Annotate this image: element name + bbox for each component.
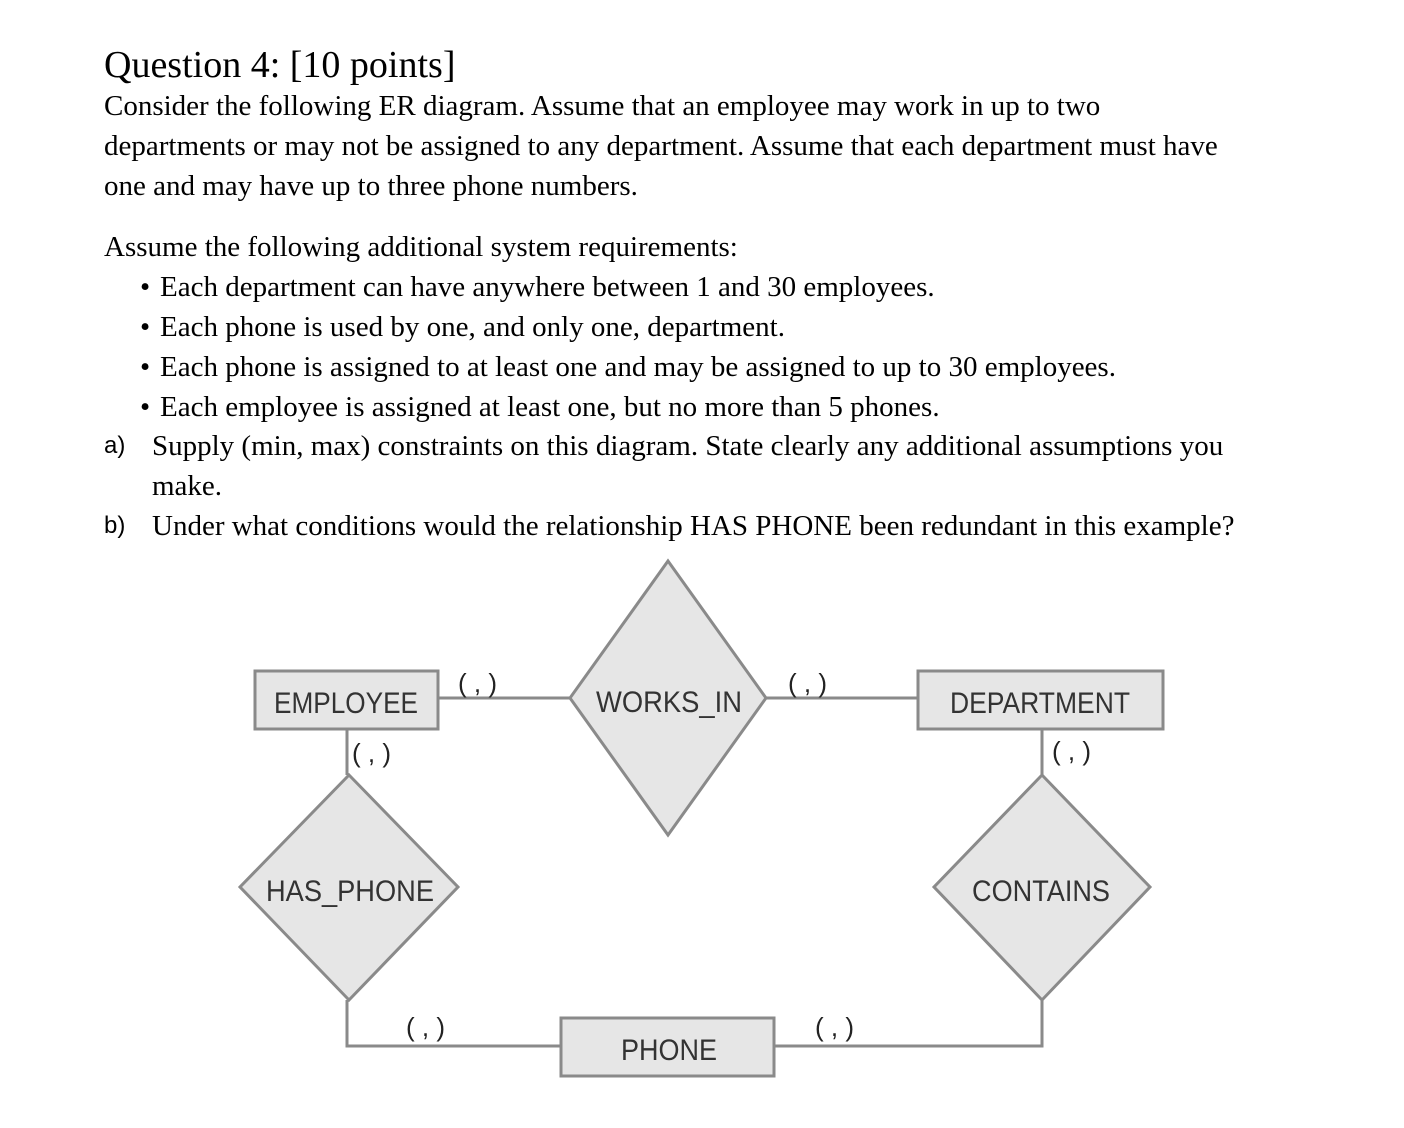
relationship-has-phone <box>240 775 458 1000</box>
relationship-contains <box>934 775 1150 1000</box>
entity-label: DEPARTMENT <box>950 687 1130 720</box>
requirement-text: Each department can have anywhere between 1 and 30 employees. <box>160 271 935 303</box>
constraint-employee-has-phone: ( , ) <box>352 738 391 768</box>
entity-phone <box>561 1018 774 1076</box>
bullet-icon: • <box>140 391 151 423</box>
constraint-department-contains: ( , ) <box>1052 736 1091 766</box>
bullet-icon: • <box>140 351 151 383</box>
relationship-label: CONTAINS <box>972 875 1110 908</box>
requirements-heading: Assume the following additional system requirements: <box>104 231 738 263</box>
relationship-label: HAS_PHONE <box>266 875 434 908</box>
entity-label: EMPLOYEE <box>274 687 418 720</box>
intro-line-3: one and may have up to three phone numbers. <box>104 170 638 202</box>
requirement-text: Each phone is assigned to at least one and may be assigned to up to 30 employees. <box>160 351 1116 383</box>
constraint-department-works-in: ( , ) <box>788 668 827 698</box>
relationship-label: WORKS_IN <box>596 686 742 719</box>
intro-line-1: Consider the following ER diagram. Assume that an employee may work in up to two <box>104 90 1101 122</box>
bullet-icon: • <box>140 271 151 303</box>
entity-label: PHONE <box>621 1034 717 1067</box>
entity-employee <box>255 671 438 729</box>
part-a-line-1: Supply (min, max) constraints on this diagram. State clearly any additional assumptions you <box>152 430 1224 462</box>
requirement-text: Each employee is assigned at least one, but no more than 5 phones. <box>160 391 940 423</box>
constraint-phone-contains: ( , ) <box>815 1012 854 1042</box>
entity-department <box>918 671 1163 729</box>
question-title: Question 4: [10 points] <box>104 44 456 86</box>
part-a-line-2: make. <box>152 470 223 502</box>
relationship-works-in <box>570 561 766 835</box>
constraint-phone-has-phone: ( , ) <box>406 1012 445 1042</box>
bullet-icon: • <box>140 311 151 343</box>
has-phone-phone-line <box>347 1000 560 1046</box>
requirement-text: Each phone is used by one, and only one, department. <box>160 311 785 343</box>
part-a-label: a) <box>104 432 126 459</box>
part-b-label: b) <box>104 512 126 539</box>
part-b-line-1: Under what conditions would the relationship HAS PHONE been redundant in this example? <box>152 510 1235 542</box>
intro-line-2: departments or may not be assigned to any department. Assume that each department must have <box>104 130 1218 162</box>
constraint-employee-works-in: ( , ) <box>458 668 497 698</box>
